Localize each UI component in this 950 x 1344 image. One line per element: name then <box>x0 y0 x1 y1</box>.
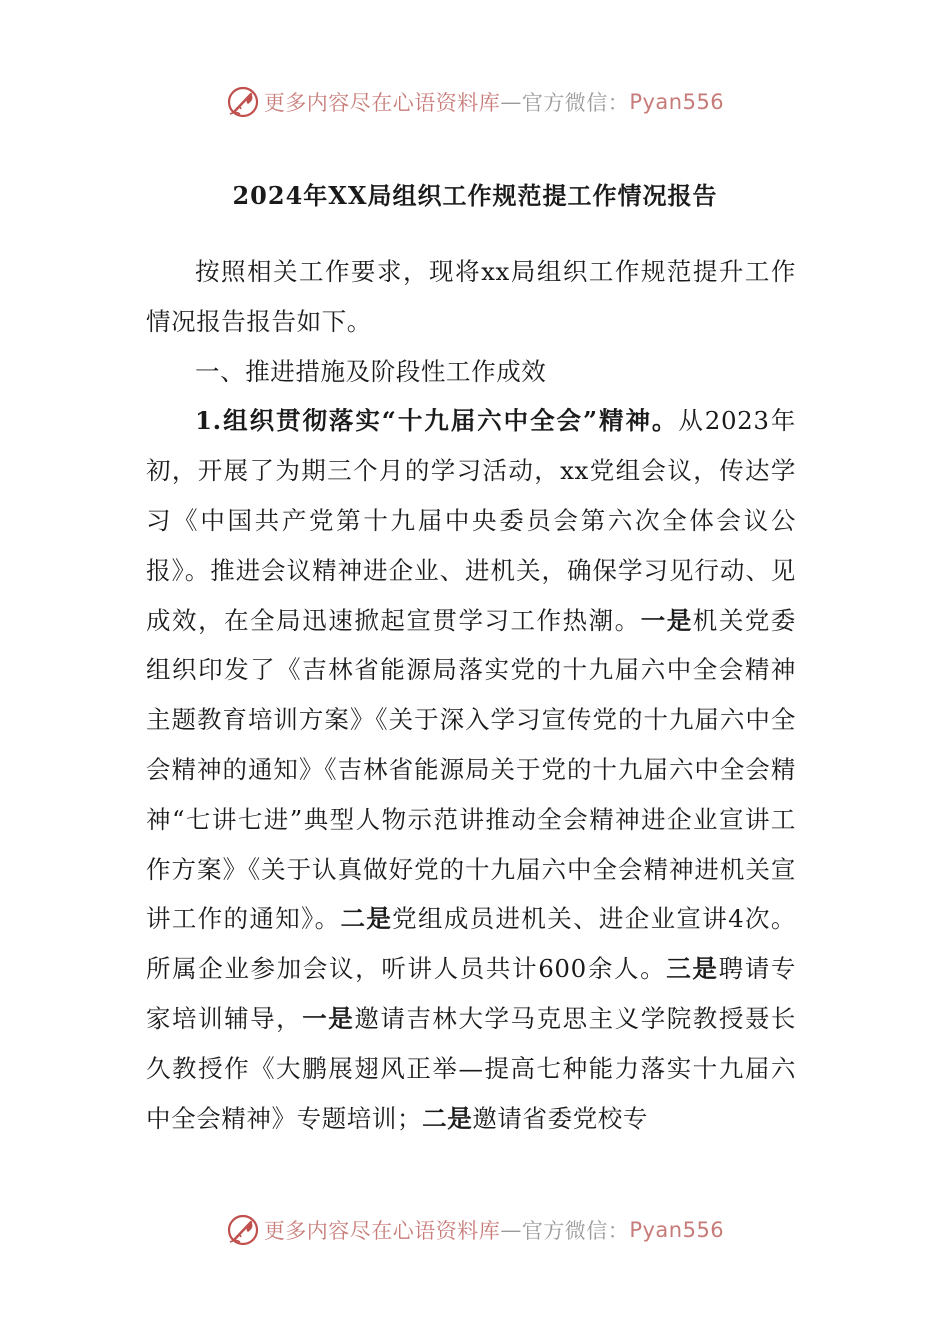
header-banner <box>0 80 950 124</box>
item-1-heading: 1.组织贯彻落实“十九届六中全会”精神。 <box>195 406 679 436</box>
document-body <box>146 247 796 1143</box>
item-1-bold-5: 二是 <box>422 1103 473 1133</box>
item-1-text-b: 机关党委组织印发了《吉林省能源局落实党的十九届六中全会精神主题教育培训方案》《关于深入学习宣传党的十九届六中全会精神的通知》《吉林省能源局关于党的十九届六中全会精神“七讲七进”典型人物示范讲推动全会精神进企业宣讲工作方案》《关于认真做好党的十九届六中全会精神进机关宣讲工作的通知》。 <box>146 605 796 934</box>
footer-banner <box>0 1208 950 1252</box>
item-1-text-a: 从2023年初，开展了为期三个月的学习活动，xx党组会议，传达学习《中国共产党第十九届中央委员会第六次全体会议公报》。推进会议精神进企业、进机关，确保学习见行动、见成效，在全局迅速掀起宣贯学习工作热潮。 <box>146 406 797 635</box>
item-1-bold-4: 一是 <box>302 1003 355 1033</box>
banner-wechat-label: 官方微信： <box>521 1219 630 1243</box>
quill-logo-icon <box>226 85 260 119</box>
banner-main-text: 更多内容尽在心语资料库 <box>263 1219 501 1243</box>
item-1-text-d: 聘请专家培训辅导， <box>146 954 796 1033</box>
item-1-bold-2: 二是 <box>340 904 393 934</box>
banner-main-text: 更多内容尽在心语资料库 <box>263 91 501 115</box>
banner-separator: — <box>500 1218 522 1242</box>
banner-wechat-id: Pyan556 <box>629 90 725 114</box>
section-heading: 一、推进措施及阶段性工作成效 <box>195 356 547 386</box>
banner-wechat-label: 官方微信： <box>521 91 630 115</box>
item-1-text-c: 党组成员进机关、进企业宣讲4次。所属企业参加会议，听讲人员共计600余人。 <box>146 904 796 984</box>
item-1-bold-3: 三是 <box>666 954 719 984</box>
quill-logo-icon <box>226 1213 260 1247</box>
item-1-text-e: 邀请吉林大学马克思主义学院教授聂长久教授作《大鹏展翅风正举—提高七种能力落实十九届六中全会精神》专题培训； <box>146 1003 797 1133</box>
intro-paragraph: 按照相关工作要求，现将xx局组织工作规范提升工作情况报告报告如下。 <box>146 257 796 336</box>
item-1-text-f: 邀请省委党校专 <box>472 1103 649 1133</box>
item-1-paragraph <box>146 396 796 1143</box>
banner-wechat-id: Pyan556 <box>629 1218 725 1242</box>
item-1-bold-1: 一是 <box>640 605 693 635</box>
banner-separator: — <box>500 90 522 114</box>
document-title: 2024年XX局组织工作规范提工作情况报告 <box>232 181 718 210</box>
